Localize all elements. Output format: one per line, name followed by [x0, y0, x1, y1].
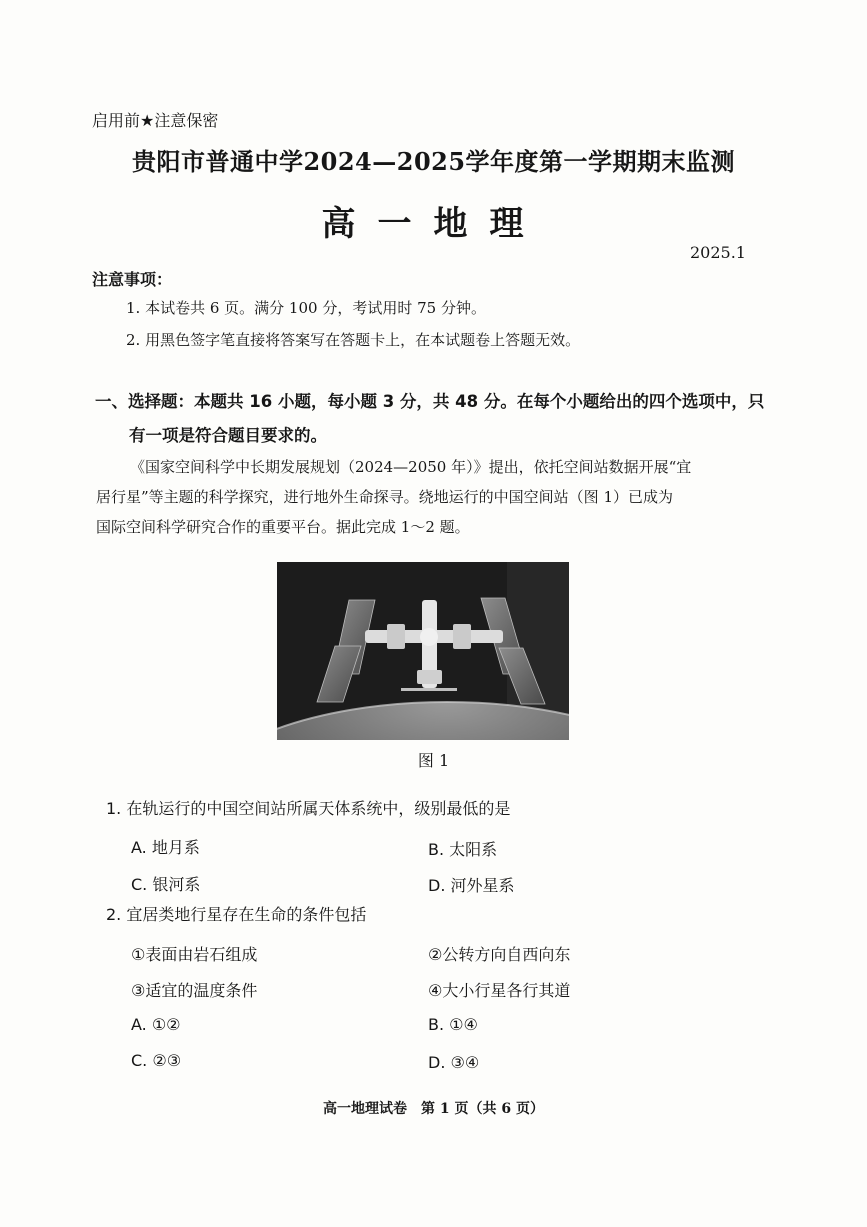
- notice-title: 注意事项：: [92, 270, 173, 289]
- passage-line: 国际空间科学研究合作的重要平台。据此完成 1～2 题。: [96, 518, 470, 536]
- question-1-option-d[interactable]: D. 河外星系: [428, 876, 515, 895]
- subject-title: 高一地理: [321, 204, 546, 244]
- question-2-stem: 2. 宜居类地行星存在生命的条件包括: [106, 905, 367, 924]
- passage-line: 《国家空间科学中长期发展规划（2024—2050 年）》提出，依托空间站数据开展“宜: [130, 458, 692, 476]
- question-1-option-b[interactable]: B. 太阳系: [428, 840, 498, 859]
- question-2-statement: ②公转方向自西向东: [428, 945, 571, 964]
- question-1-option-a[interactable]: A. 地月系: [131, 838, 200, 857]
- question-2-option-b[interactable]: B. ①④: [428, 1015, 478, 1034]
- question-2-option-d[interactable]: D. ③④: [428, 1053, 480, 1072]
- page-footer: 高一地理试卷 第 1 页（共 6 页）: [323, 1101, 544, 1117]
- space-station-image: [277, 562, 569, 740]
- question-2-option-a[interactable]: A. ①②: [131, 1015, 181, 1034]
- confidential-label: 启用前★注意保密: [92, 111, 219, 130]
- exam-title: 贵阳市普通中学2024—2025学年度第一学期期末监测: [131, 147, 736, 176]
- notice-item: 1. 本试卷共 6 页。满分 100 分，考试用时 75 分钟。: [126, 299, 486, 317]
- figure-caption: 图 1: [417, 751, 450, 770]
- question-2-option-c[interactable]: C. ②③: [131, 1051, 182, 1070]
- question-1-stem: 1. 在轨运行的中国空间站所属天体系统中，级别最低的是: [106, 799, 511, 818]
- passage-line: 居行星”等主题的科学探究，进行地外生命探寻。绕地运行的中国空间站（图 1）已成为: [96, 488, 673, 506]
- section-title-continued: 有一项是符合题目要求的。: [129, 426, 327, 445]
- question-2-statement: ④大小行星各行其道: [428, 981, 571, 1000]
- question-2-statement: ①表面由岩石组成: [131, 945, 258, 964]
- section-title: 一、选择题：本题共 16 小题，每小题 3 分，共 48 分。在每个小题给出的四个选项中，只: [95, 392, 765, 411]
- space-station-figure: [277, 562, 569, 740]
- notice-item: 2. 用黑色签字笔直接将答案写在答题卡上，在本试题卷上答题无效。: [126, 331, 581, 349]
- question-1-option-c[interactable]: C. 银河系: [131, 875, 201, 894]
- exam-date: 2025.1: [690, 243, 746, 262]
- question-2-statement: ③适宜的温度条件: [131, 981, 258, 1000]
